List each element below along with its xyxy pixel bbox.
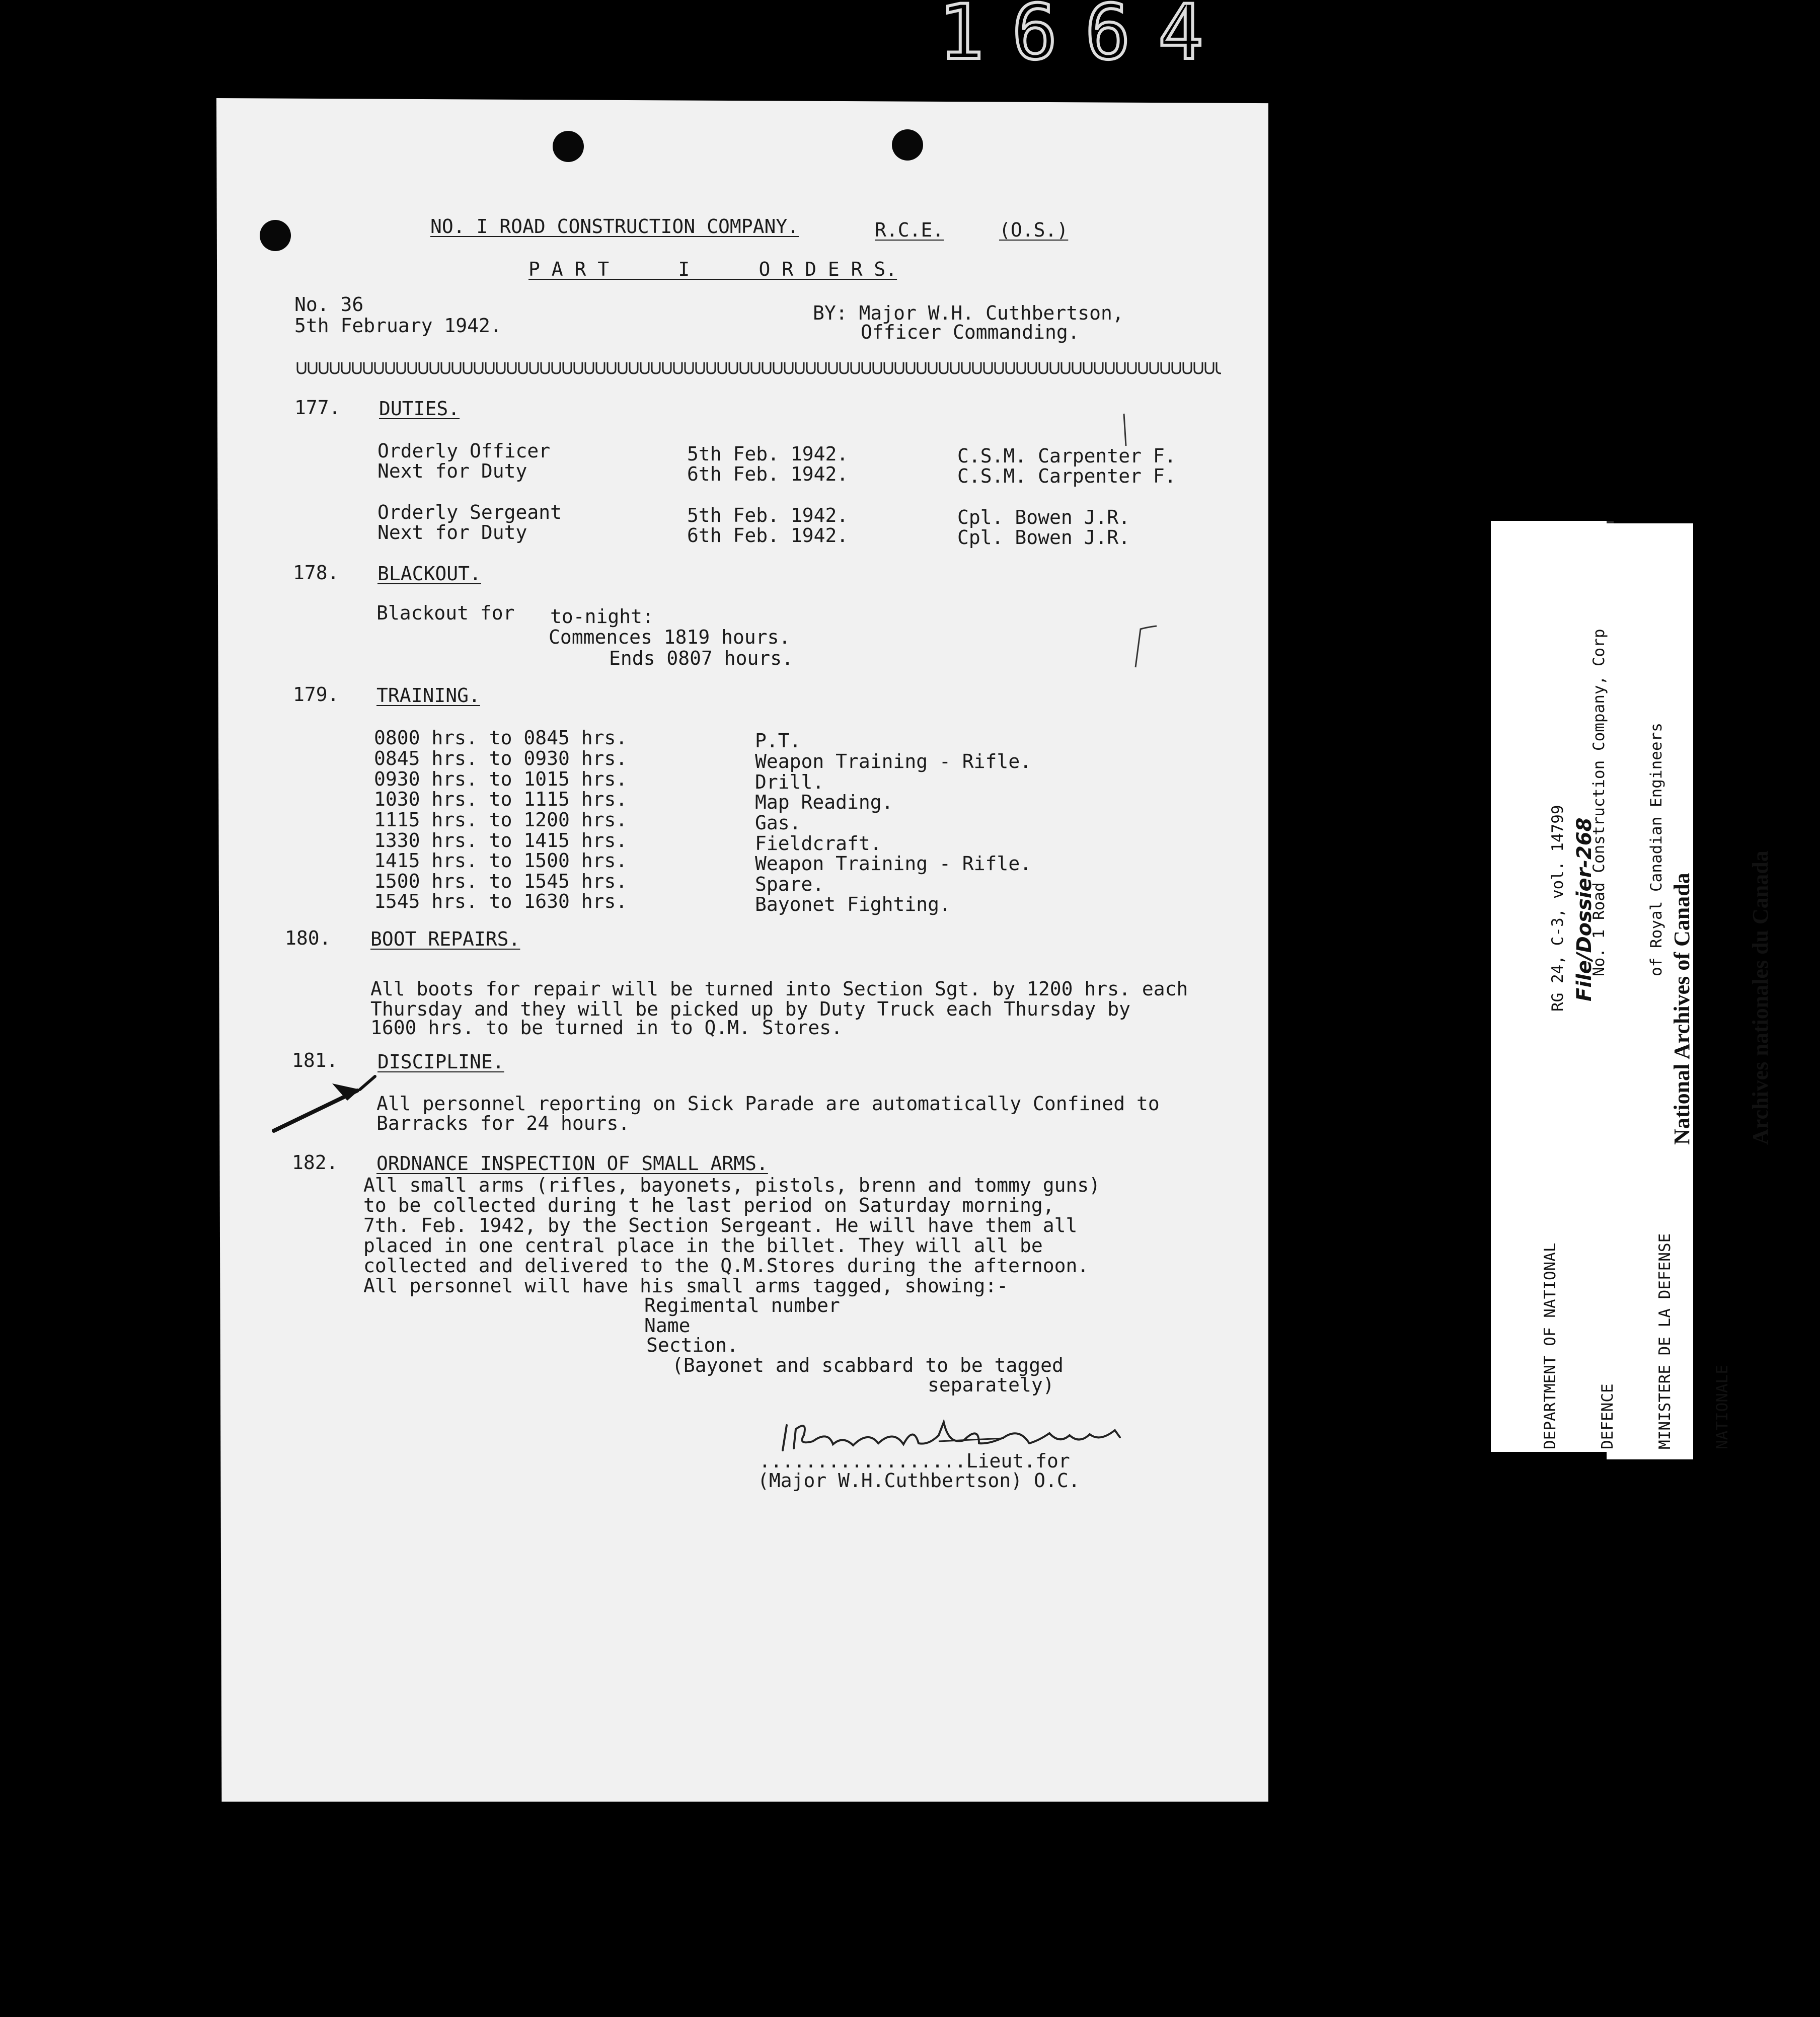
order-date: 5th February 1942.	[294, 315, 502, 337]
training-subject: Drill.	[755, 771, 824, 793]
ordnance-line: placed in one central place in the billet. They will all be	[363, 1234, 1043, 1257]
issued-by-title: Officer Commanding.	[861, 321, 1080, 343]
section-title-blackout: BLACKOUT.	[377, 563, 481, 585]
pencil-mark	[1132, 624, 1163, 669]
duty-date: 6th Feb. 1942.	[687, 463, 849, 485]
ordnance-line: collected and delivered to the Q.M.Stores during the afternoon.	[363, 1255, 1089, 1277]
punch-hole	[553, 131, 584, 162]
pencil-tick	[1120, 413, 1130, 448]
duty-role: Orderly Officer	[377, 440, 551, 462]
duty-name: C.S.M. Carpenter F.	[957, 445, 1176, 467]
boot-repairs-line: 1600 hrs. to be turned in to Q.M. Stores.	[370, 1017, 843, 1039]
ordnance-line: to be collected during t he last period on Saturday morning,	[363, 1194, 1054, 1216]
training-subject: Map Reading.	[755, 791, 893, 813]
issued-by: BY: Major W.H. Cuthbertson,	[813, 302, 1124, 324]
duty-role: Next for Duty	[377, 521, 527, 544]
archive-reference: RG 24, C-3, vol. 14799	[1549, 805, 1567, 1012]
training-time: 1415 hrs. to 1500 hrs.	[374, 849, 628, 872]
duty-role: Next for Duty	[377, 460, 527, 482]
training-time: 1030 hrs. to 1115 hrs.	[374, 788, 628, 810]
blackout-label: Blackout for	[376, 602, 515, 624]
archives-name: National Archives of Canada Archives nationales du Canada	[1670, 850, 1773, 1145]
blackout-ends: Ends 0807 hours.	[609, 647, 794, 669]
tag-note: (Bayonet and scabbard to be tagged	[672, 1354, 1064, 1376]
training-subject: P.T.	[755, 730, 801, 752]
department-label: DEPARTMENT OF NATIONAL DEFENCE MINISTERE DE LA DEFENSE NATIONALE	[1541, 1233, 1731, 1449]
header-unit: NO. I ROAD CONSTRUCTION COMPANY.	[430, 215, 799, 238]
training-time: 1500 hrs. to 1545 hrs.	[374, 870, 628, 892]
archive-file-handwritten: File/Dossier-268	[1573, 817, 1596, 1001]
training-subject: Weapon Training - Rifle.	[755, 750, 1032, 772]
training-time: 1545 hrs. to 1630 hrs.	[374, 890, 628, 912]
section-title-duties: DUTIES.	[379, 398, 460, 420]
header-rce: R.C.E.	[875, 219, 944, 241]
training-subject: Weapon Training - Rifle.	[755, 852, 1032, 875]
punch-hole	[892, 129, 923, 161]
duty-date: 6th Feb. 1942.	[687, 524, 849, 547]
header-os: (O.S.)	[999, 219, 1069, 241]
training-time: 1115 hrs. to 1200 hrs.	[374, 809, 628, 831]
section-number-180: 180.	[285, 927, 331, 949]
tag-note: separately)	[928, 1374, 1054, 1396]
training-subject: Spare.	[755, 873, 824, 895]
duty-name: Cpl. Bowen J.R.	[957, 526, 1130, 549]
ordnance-line: All small arms (rifles, bayonets, pistols, brenn and tommy guns)	[363, 1174, 1101, 1196]
training-subject: Fieldcraft.	[755, 832, 882, 855]
order-number: No. 36	[294, 293, 364, 316]
training-subject: Bayonet Fighting.	[755, 893, 951, 915]
boot-repairs-line: Thursday and they will be picked up by Duty Truck each Thursday by	[370, 998, 1130, 1020]
blackout-commences: Commences 1819 hours.	[549, 626, 791, 648]
section-number-181: 181.	[292, 1049, 338, 1071]
ordnance-line: All personnel will have his small arms tagged, showing:-	[363, 1275, 1009, 1297]
duty-date: 5th Feb. 1942.	[687, 504, 849, 526]
duty-name: C.S.M. Carpenter F.	[957, 465, 1176, 487]
tag-item: Name	[644, 1314, 691, 1337]
header-part-orders: P A R T I O R D E R S.	[528, 258, 897, 280]
handwritten-arrow-icon	[272, 1069, 383, 1135]
discipline-line: All personnel reporting on Sick Parade are automatically Confined to	[376, 1093, 1160, 1115]
training-time: 0845 hrs. to 0930 hrs.	[374, 747, 628, 769]
tag-item: Regimental number	[644, 1294, 840, 1316]
section-number-177: 177.	[294, 397, 341, 419]
signature-caption: (Major W.H.Cuthbertson) O.C.	[757, 1469, 1080, 1492]
section-number-178: 178.	[293, 562, 339, 584]
archive-description: No. 1 Road Construction Company, Corp of Royal Canadian Engineers	[1590, 629, 1665, 976]
section-title-training: TRAINING.	[376, 684, 480, 707]
boot-repairs-line: All boots for repair will be turned into Section Sgt. by 1200 hrs. each	[370, 978, 1188, 1000]
handwritten-signature	[768, 1415, 1150, 1455]
duty-date: 5th Feb. 1942.	[687, 443, 849, 465]
frame-number: 1664	[939, 0, 1232, 76]
duty-name: Cpl. Bowen J.R.	[957, 506, 1130, 528]
section-title-boot-repairs: BOOT REPAIRS.	[370, 928, 520, 950]
tag-item: Section.	[646, 1334, 739, 1356]
blackout-tonight: to-night:	[550, 605, 654, 628]
training-time: 0800 hrs. to 0845 hrs.	[374, 727, 628, 749]
signature-line: ..................Lieut.for	[759, 1450, 1070, 1472]
discipline-line: Barracks for 24 hours.	[376, 1112, 630, 1134]
section-number-179: 179.	[293, 683, 339, 706]
training-time: 1330 hrs. to 1415 hrs.	[374, 829, 628, 851]
ordnance-line: 7th. Feb. 1942, by the Section Sergeant. He will have them all	[363, 1214, 1078, 1236]
training-subject: Gas.	[755, 812, 801, 834]
section-title-discipline: DISCIPLINE.	[377, 1051, 504, 1073]
section-title-ordnance: ORDNANCE INSPECTION OF SMALL ARMS.	[376, 1152, 768, 1175]
punch-hole	[260, 220, 291, 251]
training-time: 0930 hrs. to 1015 hrs.	[374, 768, 628, 790]
duty-role: Orderly Sergeant	[377, 501, 562, 523]
separator-rule	[296, 361, 1221, 376]
section-number-182: 182.	[292, 1151, 338, 1174]
